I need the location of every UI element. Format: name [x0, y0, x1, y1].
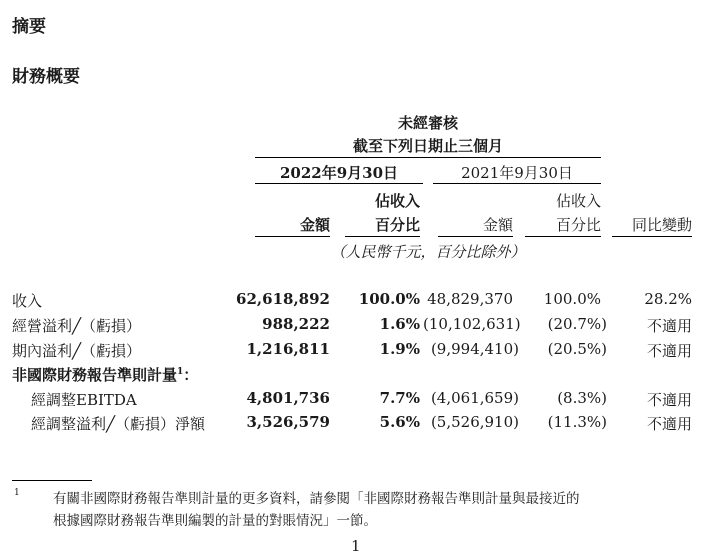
row-label: 經調整EBITDA — [31, 391, 137, 409]
footnote-line-1: 有關非國際財務報告準則計量的更多資料，請參閱「非國際財務報告準則計量與最接近的 — [53, 491, 580, 507]
yoy-label: 同比變動 — [631, 216, 692, 234]
pct-2021: 100.0% — [543, 290, 601, 308]
unit-note: （人民幣千元，百分比除外） — [330, 243, 526, 261]
col-2022-header: 2022年9月30日 — [279, 164, 399, 182]
period-header: 截至下列日期止三個月 — [352, 137, 503, 155]
amount-2021: (4,061,659) — [430, 389, 519, 407]
non-ifrs-heading-text: 非國際財務報告準則計量 — [12, 366, 178, 384]
pct-2022: 5.6% — [379, 413, 420, 431]
amount-2021-underline — [438, 236, 513, 237]
footnote-rule — [12, 480, 92, 481]
pct-2022: 1.9% — [379, 340, 420, 358]
col-2022-underline — [255, 183, 423, 184]
amount-2021: (10,102,631) — [423, 315, 521, 333]
yoy: 不適用 — [646, 342, 692, 360]
unaudited-header: 未經審核 — [397, 114, 458, 132]
yoy: 不適用 — [646, 415, 692, 433]
row-label: 期內溢利╱（虧損） — [12, 342, 142, 360]
period-underline — [255, 157, 601, 158]
amount-2022-label: 金額 — [299, 216, 330, 234]
row-label: 收入 — [12, 292, 43, 310]
pct-2021-label-2: 百分比 — [555, 216, 601, 234]
pct-2022: 100.0% — [358, 290, 420, 308]
col-2021-underline — [433, 183, 601, 184]
footnote-line-2: 根據國際財務報告準則編製的計量的對賬情況」一節。 — [53, 513, 377, 529]
amount-2022: 3,526,579 — [246, 413, 330, 431]
section-title: 財務概要 — [12, 67, 80, 87]
row-label: 經營溢利╱（虧損） — [12, 317, 142, 335]
pct-2021-label-1: 佔收入 — [555, 192, 601, 210]
page-number: 1 — [351, 537, 361, 555]
pct-2021: (20.5%) — [547, 340, 607, 358]
pct-2021: (8.3%) — [557, 389, 607, 407]
pct-2021: (20.7%) — [547, 315, 607, 333]
non-ifrs-heading — [12, 364, 198, 385]
pct-2022-label-2: 百分比 — [374, 216, 420, 234]
pct-2022-label-1: 佔收入 — [374, 192, 420, 210]
amount-2022: 62,618,892 — [236, 290, 330, 308]
yoy-underline — [612, 236, 692, 237]
amount-2021: (5,526,910) — [430, 413, 519, 431]
footnote-marker: 1 — [14, 488, 20, 498]
pct-2022-underline — [345, 236, 420, 237]
col-2021-header: 2021年9月30日 — [461, 164, 573, 182]
amount-2022-underline — [255, 236, 330, 237]
yoy: 不適用 — [646, 317, 692, 335]
amount-2021-label: 金額 — [482, 216, 513, 234]
row-label: 經調整溢利╱（虧損）淨額 — [31, 415, 206, 433]
pct-2021-underline — [525, 236, 601, 237]
amount-2021: 48,829,370 — [427, 290, 513, 308]
amount-2022: 988,222 — [262, 315, 330, 333]
pct-2021: (11.3%) — [547, 413, 607, 431]
amount-2022: 4,801,736 — [246, 389, 330, 407]
pct-2022: 7.7% — [379, 389, 420, 407]
footnote-ref: 1 — [177, 367, 184, 377]
amount-2022: 1,216,811 — [246, 340, 330, 358]
pct-2022: 1.6% — [379, 315, 420, 333]
page-title: 摘要 — [12, 17, 46, 37]
non-ifrs-heading-suffix: ： — [183, 366, 199, 384]
yoy: 28.2% — [644, 290, 692, 308]
yoy: 不適用 — [646, 391, 692, 409]
amount-2021: (9,994,410) — [430, 340, 519, 358]
